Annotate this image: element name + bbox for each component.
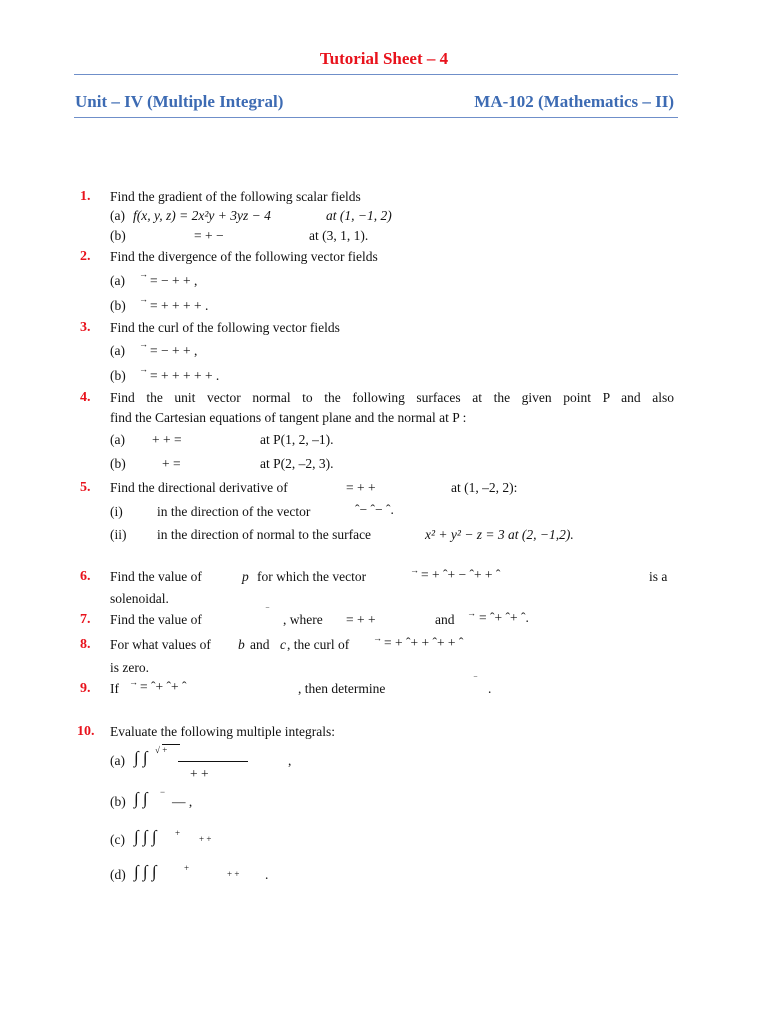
math-point: at (1, –2, 2):: [451, 480, 518, 495]
question-text: , where: [283, 612, 323, 627]
question-text: If: [110, 681, 119, 696]
part-label: (b): [110, 228, 126, 243]
math-operators: .: [265, 867, 269, 882]
question-text: is zero.: [110, 660, 149, 675]
question-text: Find the directional derivative of: [110, 480, 288, 495]
math-operators: + =: [162, 456, 181, 471]
math-operators: = + −: [194, 228, 224, 243]
math-variable: p: [242, 569, 249, 584]
integral-limit: −: [160, 787, 166, 797]
question-text: solenoidal.: [110, 591, 169, 606]
header-bottom-rule: [74, 117, 678, 118]
question-text: For what values of: [110, 637, 211, 652]
integral-sign: ∫ ∫: [134, 789, 148, 808]
vector-arrow: →: [139, 364, 148, 374]
part-label: (a): [110, 753, 125, 768]
question-text: Evaluate the following multiple integrals:: [110, 724, 335, 739]
math-expression: f(x, y, z) = 2x²y + 3yz − 4: [133, 208, 271, 223]
part-label: (c): [110, 832, 125, 847]
question-text: and: [250, 637, 270, 652]
part-label: (a): [110, 432, 125, 447]
vector-arrow: →: [373, 633, 382, 643]
math-operators: + + =: [152, 432, 182, 447]
question-number: 7.: [80, 612, 91, 627]
question-text: Find the gradient of the following scalar fields: [110, 189, 361, 204]
math-point: at P(2, –2, 3).: [260, 456, 334, 471]
part-label: (b): [110, 456, 126, 471]
part-label: (b): [110, 794, 126, 809]
question-text: Find the divergence of the following vector fields: [110, 249, 378, 264]
part-text: in the direction of the vector: [157, 504, 311, 519]
math-operators: = − + + ,: [150, 273, 198, 288]
integral-sign: ∫ ∫: [134, 748, 148, 767]
fraction-denominator: + +: [190, 766, 209, 781]
question-text: .: [488, 681, 492, 696]
part-text: in the direction of normal to the surface: [157, 527, 372, 542]
vector-arrow: →: [410, 565, 419, 575]
course-heading: MA-102 (Mathematics – II): [474, 92, 674, 111]
integral-limit: +: [175, 828, 181, 838]
question-number: 9.: [80, 681, 91, 696]
vector-arrow: →: [467, 608, 476, 618]
math-operators: = + +: [346, 480, 376, 495]
math-operators: = ˆ+ ˆ+ ˆ.: [479, 610, 529, 625]
question-text: for which the vector: [257, 569, 367, 584]
part-label: (b): [110, 298, 126, 313]
question-text: Find the value of: [110, 612, 202, 627]
vector-arrow: →: [129, 677, 138, 687]
question-number: 6.: [80, 569, 91, 584]
math-operators: + +: [199, 834, 212, 844]
header-top-rule: [74, 74, 678, 75]
question-text: and: [435, 612, 455, 627]
integral-limit: √ +: [155, 745, 168, 755]
math-variable: b: [238, 637, 245, 652]
math-operators: = + +: [346, 612, 376, 627]
question-number: 5.: [80, 480, 91, 495]
bar-mark: ‾: [266, 607, 269, 617]
integral-sign: ∫ ∫ ∫: [134, 827, 157, 846]
question-number: 2.: [80, 249, 91, 264]
question-text: Find the curl of the following vector fields: [110, 320, 340, 335]
question-text: is a: [649, 569, 668, 584]
radical-bar: [162, 744, 180, 745]
math-variable: c: [280, 637, 286, 652]
math-operators: = + ˆ+ − ˆ+ + ˆ: [421, 567, 501, 582]
part-label: (d): [110, 867, 126, 882]
fraction-bar: [178, 761, 248, 762]
math-operators: — ,: [172, 794, 193, 809]
question-number: 8.: [80, 637, 91, 652]
math-expression: x² + y² − z = 3 at (2, −1,2).: [425, 527, 574, 542]
question-text: Find the value of: [110, 569, 202, 584]
question-number: 4.: [80, 390, 91, 405]
unit-heading: Unit – IV (Multiple Integral): [75, 92, 284, 111]
math-operators: ˆ− ˆ− ˆ.: [355, 502, 394, 517]
vector-arrow: →: [139, 339, 148, 349]
part-label: (a): [110, 343, 125, 358]
vector-arrow: →: [139, 294, 148, 304]
question-number: 1.: [80, 189, 91, 204]
bar-mark: ‾: [474, 676, 477, 686]
math-operators: = + + + + + .: [150, 368, 220, 383]
vector-arrow: →: [139, 269, 148, 279]
math-operators: = + ˆ+ + ˆ+ + ˆ: [384, 635, 464, 650]
math-operators: = − + + ,: [150, 343, 198, 358]
integral-limit: +: [184, 863, 190, 873]
sheet-title: Tutorial Sheet – 4: [319, 49, 449, 68]
question-number: 10.: [77, 724, 95, 739]
math-operators: ,: [288, 753, 292, 768]
math-point: at (3, 1, 1).: [309, 228, 369, 243]
integral-sign: ∫ ∫ ∫: [134, 862, 157, 881]
math-point: at P(1, 2, –1).: [260, 432, 334, 447]
part-label: (a): [110, 208, 125, 223]
part-label: (b): [110, 368, 126, 383]
question-number: 3.: [80, 320, 91, 335]
question-text: , the curl of: [287, 637, 350, 652]
question-text: , then determine: [298, 681, 386, 696]
math-operators: = ˆ+ ˆ+ ˆ: [140, 679, 187, 694]
question-text: find the Cartesian equations of tangent plane and the normal at P :: [110, 410, 467, 425]
math-point: at (1, −1, 2): [326, 208, 392, 223]
math-operators: + +: [227, 869, 240, 879]
part-label: (i): [110, 504, 123, 519]
math-operators: = + + + + .: [150, 298, 209, 313]
question-text: Find the unit vector normal to the following surfaces at the given point P and also: [110, 390, 674, 405]
part-label: (a): [110, 273, 125, 288]
part-label: (ii): [110, 527, 127, 542]
